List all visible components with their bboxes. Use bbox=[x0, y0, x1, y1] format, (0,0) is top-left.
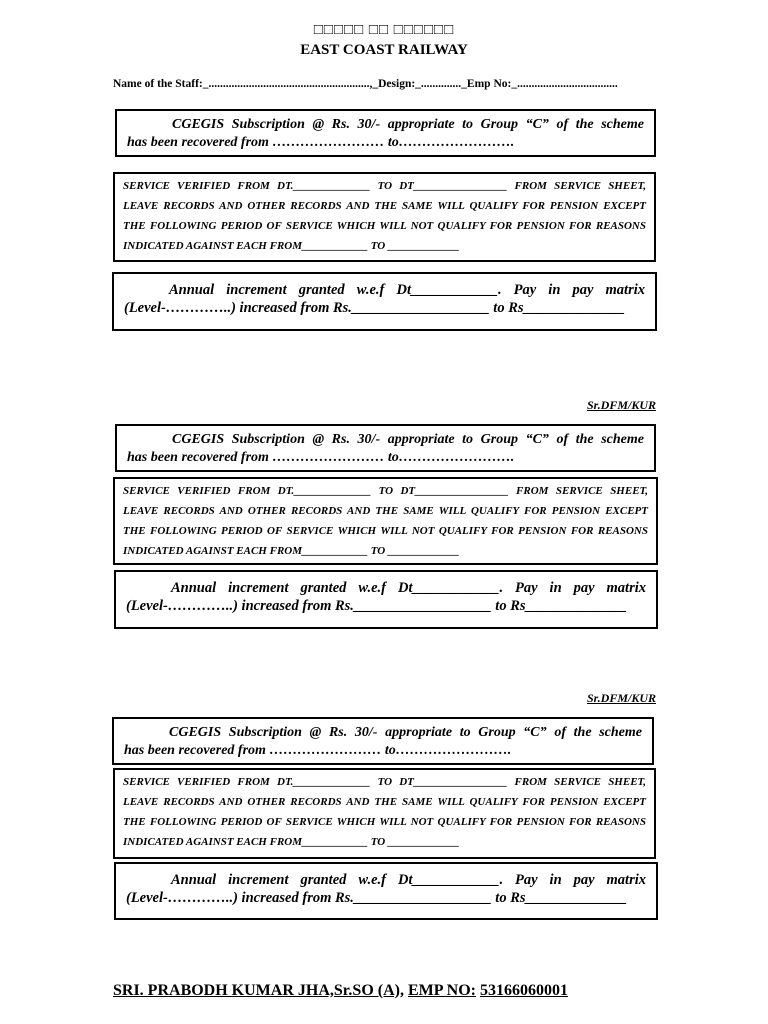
cgegis-line2: has been recovered from …………………… to……………………. bbox=[127, 135, 515, 150]
increment-line1: Annual increment granted w.e.f Dt____________. Pay in pay matrix bbox=[171, 580, 646, 596]
service-line3: THE FOLLOWING PERIOD OF SERVICE WHICH WILL NOT QUALIFY FOR PENSION FOR REASONS bbox=[123, 816, 646, 828]
header-native-title: □□□□□ □□ □□□□□□ bbox=[313, 22, 455, 38]
service-line2: LEAVE RECORDS AND OTHER RECORDS AND THE SAME WILL QUALIFY FOR PENSION EXCEPT bbox=[123, 796, 646, 808]
service-line4: INDICATED AGAINST EACH FROM____________ TO _____________ bbox=[123, 836, 460, 848]
service-line3: THE FOLLOWING PERIOD OF SERVICE WHICH WILL NOT QUALIFY FOR PENSION FOR REASONS bbox=[123, 220, 646, 232]
footer-emp-label: EMP NO: bbox=[407, 982, 476, 999]
increment-box-1 bbox=[112, 272, 657, 331]
service-line4: INDICATED AGAINST EACH FROM____________ TO _____________ bbox=[123, 240, 460, 252]
service-verified-box-2 bbox=[113, 477, 658, 565]
increment-box-2 bbox=[114, 570, 658, 629]
signature-2: Sr.DFM/KUR bbox=[586, 691, 656, 705]
service-line2: LEAVE RECORDS AND OTHER RECORDS AND THE SAME WILL QUALIFY FOR PENSION EXCEPT bbox=[123, 200, 646, 212]
cgegis-line1: CGEGIS Subscription @ Rs. 30/- appropriate to Group “C” of the scheme bbox=[169, 725, 642, 740]
cgegis-box-3 bbox=[112, 717, 654, 765]
cgegis-line1: CGEGIS Subscription @ Rs. 30/- appropriate to Group “C” of the scheme bbox=[172, 432, 644, 447]
increment-line1: Annual increment granted w.e.f Dt____________. Pay in pay matrix bbox=[169, 282, 645, 298]
signature-1: Sr.DFM/KUR bbox=[586, 398, 656, 412]
service-verified-box-1 bbox=[113, 172, 656, 262]
service-line4: INDICATED AGAINST EACH FROM____________ TO _____________ bbox=[123, 545, 460, 557]
service-line1: SERVICE VERIFIED FROM DT.______________ TO DT_________________ FROM SERVICE SHEET, bbox=[123, 776, 646, 788]
increment-line2: (Level-…………..) increased from Rs.___________________ to Rs______________ bbox=[126, 890, 628, 906]
header-org-title: EAST COAST RAILWAY bbox=[300, 42, 468, 58]
increment-line2: (Level-…………..) increased from Rs.___________________ to Rs______________ bbox=[126, 598, 628, 614]
service-line1: SERVICE VERIFIED FROM DT.______________ TO DT_________________ FROM SERVICE SHEET, bbox=[123, 485, 648, 497]
footer-staff-name: SRI. PRABODH KUMAR JHA,Sr.SO (A), bbox=[113, 982, 404, 999]
cgegis-line1: CGEGIS Subscription @ Rs. 30/- appropriate to Group “C” of the scheme bbox=[172, 117, 644, 132]
staff-details-line: Name of the Staff:_........................................................,_Design:_.............._Emp No:_................................... bbox=[113, 78, 618, 90]
service-line2: LEAVE RECORDS AND OTHER RECORDS AND THE SAME WILL QUALIFY FOR PENSION EXCEPT bbox=[123, 505, 648, 517]
cgegis-line2: has been recovered from …………………… to……………………. bbox=[127, 450, 515, 465]
service-line1: SERVICE VERIFIED FROM DT.______________ TO DT_________________ FROM SERVICE SHEET, bbox=[123, 180, 646, 192]
increment-box-3 bbox=[114, 862, 658, 920]
increment-line2: (Level-…………..) increased from Rs.___________________ to Rs______________ bbox=[124, 300, 626, 316]
cgegis-line2: has been recovered from …………………… to……………………. bbox=[124, 743, 512, 758]
cgegis-box-2 bbox=[115, 424, 656, 472]
increment-line1: Annual increment granted w.e.f Dt____________. Pay in pay matrix bbox=[171, 872, 646, 888]
service-verified-box-3 bbox=[113, 768, 656, 859]
footer-emp-number: 53166060001 bbox=[479, 982, 568, 999]
service-line3: THE FOLLOWING PERIOD OF SERVICE WHICH WILL NOT QUALIFY FOR PENSION FOR REASONS bbox=[123, 525, 648, 537]
footer-staff-line bbox=[113, 982, 568, 1000]
cgegis-box-1 bbox=[115, 109, 656, 157]
